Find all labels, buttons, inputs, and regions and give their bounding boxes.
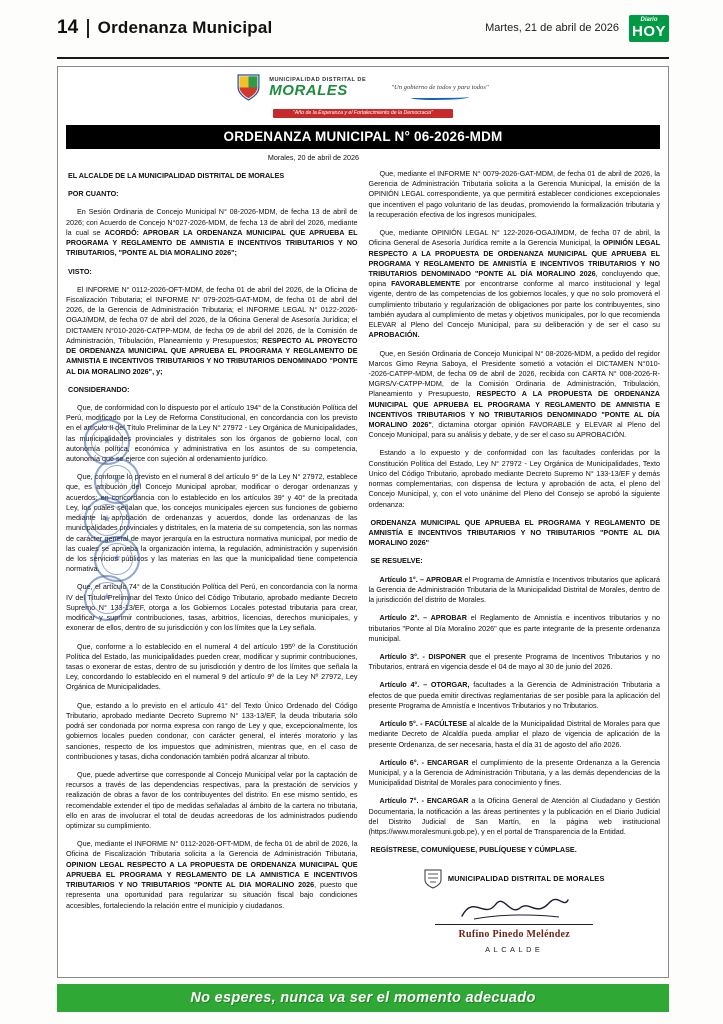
ordinance-title-bar: ORDENANZA MUNICIPAL N° 06-2026-MDM — [66, 125, 660, 149]
heading-considerando — [66, 385, 358, 395]
articulo-4 — [369, 680, 661, 711]
text-run: En Sesión Ordinaria de Concejo Municipal N° 08-2026-MDM, de fecha 13 de abril de 2026; con Acuerdo de Concejo N°027-2026-MDM, de fecha 13 de abril del 2026, mediante la cual se — [66, 207, 358, 237]
text-run: VISTO: — [68, 266, 92, 276]
signature-org-name: MUNICIPALIDAD DISTRITAL DE MORALES — [447, 874, 605, 884]
text-run: que el presente Programa de Incentivos Tributarios y no Tributarios, entrará en vigencia desde el 04 de mayo al 30 de junio del 2026. — [368, 651, 660, 672]
mayor-title: ALCALDE — [485, 944, 544, 954]
articulo-2 — [369, 613, 661, 644]
text-run: OPINION LEGAL RESPECTO A LA PROPUESTA DE ORDENANZA MUNICIPAL QUE APRUEBA EL PROGRAMA Y REGLAMENTO DE LA AMNISTICA E INCENTIVOS TRIBUTARIOS Y NO TRIBUTARIOS "PONTE AL DIA MORALINO 2026 — [66, 859, 358, 890]
heading-se-resuelve — [369, 556, 661, 566]
mayor-name: Rufino Pinedo Meléndez — [458, 929, 571, 941]
ordinance-approval-title — [369, 518, 661, 549]
text-run: SE RESUELVE: — [370, 556, 423, 566]
text-run: , dictamina otorgar opinión FAVORABLE y ELEVAR al Pleno del Concejo Municipal, para su análisis y debate, y de ser el caso su APROBACIÓN. — [368, 420, 660, 440]
articulo-6 — [369, 758, 661, 789]
org-name: MORALES — [269, 81, 348, 99]
text-run: , puesto que representa una oportunidad para regularizar su situación fiscal bajo condiciones accesibles, fortaleciendo la relación entre el municipio y ciudadanos. — [66, 880, 358, 910]
text-run: Artículo 6°. - ENCARGAR — [379, 757, 469, 767]
diario-hoy-logo — [629, 15, 669, 42]
text-run: Artículo 3°. - DISPONER — [379, 651, 466, 661]
signature-rule — [435, 924, 593, 925]
text-run: Artículo 2°. – APROBAR — [379, 613, 467, 623]
section-title: Ordenanza Municipal — [97, 18, 273, 38]
text-run: Artículo 5°. - FACÚLTESE — [379, 719, 468, 729]
text-run: POR CUANTO: — [68, 189, 119, 199]
official-year-band: "Año de la Esperanza y el Fortalecimiento de la Democracia" — [273, 109, 453, 118]
right-column — [369, 169, 661, 955]
para-considerando-3 — [66, 582, 358, 633]
hoy-label: HOY — [631, 22, 666, 40]
articulo-1 — [369, 575, 661, 606]
letterhead-org — [269, 77, 366, 99]
municipal-letterhead — [66, 74, 660, 119]
ordinance-document — [57, 66, 669, 978]
text-run: Que, mediante el INFORME N° 0079-2026-GAT-MDM, de fecha 01 de abril de 2026, la Gerencia de Administración Tributaria solicita a la Gerencia Municipal, la emisión de la OPINIÓN LEGAL correspondiente, ya que permitirá establecer condiciones excepcionales que incentiven el pago voluntario de las deudas, promoviendo la formalización tributaria y la recuperación efectiva de los ingresos municipales. — [368, 169, 660, 219]
handwritten-signature — [454, 892, 574, 924]
text-run: a la Oficina General de Atención al Ciudadano y Gestión Documentaria, la notificación a las áreas pertinentes y la publicación en el Diario Judicial del Distrito Judicial de San Martín, en la página web institucional (https://www.moralesmuni.gob.pe), y en el portal de Transparencia de la Entidad. — [368, 796, 661, 837]
text-run: Que, mediante OPINIÓN LEGAL N° 122-2026-OGAJ/MDM, de fecha 07 de abril, la Oficina General de Asesoría Jurídica remite a la Gerencia Municipal, la — [368, 228, 660, 248]
municipal-crest-icon — [237, 74, 260, 101]
para-vistos — [66, 285, 358, 377]
text-run: APROBACIÓN. — [368, 330, 420, 340]
text-run: el cumplimiento de la presente Ordenanza a la Gerencia Municipal, y a la Gerencia de Administración Tributaria, y a las demás dependencias de la Municipalidad Distrital de Morales para conocimiento y fines. — [368, 757, 661, 788]
text-run: facultades a la Gerencia de Administración Tributaria a efectos de que pueda emitir directivas reglamentarias de ser posible para la aplicación del presente Programa de Amnistía e Incentivos Tributarios y no Tributarios. — [368, 680, 660, 710]
para-dictamen — [369, 349, 661, 441]
ordinance-body — [66, 169, 660, 955]
footer-banner — [57, 984, 669, 1012]
page-header — [57, 15, 669, 42]
para-considerando-6 — [66, 770, 358, 831]
text-run: RESPECTO A LA PROPUESTA DE ORDENANZA MUNICIPAL QUE APRUEBA EL PROGRAMA Y REGLAMENTO DE AMNISTIA E INCENTIVOS TRIBUTARIOS Y NO TRIBUTARIOS DENOMINADO "PONTE AL DÍA MORALINO 2026" — [368, 389, 660, 430]
right-column-paragraphs — [369, 169, 661, 855]
text-run: Artículo 1°. – APROBAR — [379, 574, 463, 584]
para-considerando-1 — [66, 403, 358, 464]
left-column — [66, 169, 358, 955]
para-informe-gat — [369, 169, 661, 220]
text-run: Que, estando a lo previsto en el artículo 41° del Texto Único Ordenado del Código Tributario, aprobado mediante Decreto Supremo N° 133-13/EF, la deuda tributaria sólo podrá ser condonada por norma expresa con rango de Ley y que, excepcionalmente, los gobiernos locales pueden condonar, con carácter general, el interés moratorio y las sanciones, respecto de los impuestos que administren, mientras que, en el caso de contribuciones y tasas, dicha condonación también podrá alcanzar al tributo. — [66, 700, 358, 761]
text-run: Artículo 7°. - ENCARGAR — [379, 796, 469, 806]
para-registrese — [369, 845, 661, 855]
text-run: Que, el artículo 74° de la Constitución Política del Perú, en concordancia con la norma IV del Título Preliminar del Texto Único del Código Tributario, aprobado mediante Decreto Supremo N° 133-13/EF, otorga a los Gobiernos Locales potestad tributaria para crear, modificar y suprimir contribuciones, tasas, arbitrios, licencias, derechos municipales, y exonerar de ellos, dentro de su jurisdicción y con los límites que la Ley señala. — [66, 582, 358, 633]
footer-slogan: No esperes, nunca va ser el momento adecuado — [190, 990, 536, 1006]
text-run: CONSIDERANDO: — [68, 384, 130, 394]
text-run: Que, en Sesión Ordinaria de Concejo Municipal N° 08-2026-MDM, a pedido del regidor Marcos Gimo Reyna Saboya, el Presidente sometió a votación el DICTAMEN N°010--2026-CATPP-MDM, de fecha 09 de abril de 2026, recibida con CARTA N° 008-2026-R-MGRS/V-CATPP-MDM, de la Comisión Ordinaria de Administración, Tribulación, Planeamiento y Presupuesto, — [368, 348, 660, 399]
articulo-3 — [369, 652, 661, 672]
header-right — [485, 15, 669, 42]
letterhead-row — [66, 74, 660, 101]
org-prefix: MUNICIPALIDAD DISTRITAL DE — [269, 76, 367, 83]
text-run: Que, de conformidad con lo dispuesto por el artículo 194° de la Constitución Política del Perú, modificado por la Ley de Reforma Constitucional, en concordancia con los previsto en el artículo II del Título Preliminar de la Ley N° 27972 - Ley Orgánica de Municipalidades, las municipalidades provinciales y distritales son los órganos de gobierno local, con autonomía política, económica y administrativa en los asuntos de su competencia, autonomía que se ejerce con sujeción al ordenamiento jurídico. — [66, 402, 358, 464]
para-considerando-2 — [66, 472, 358, 574]
header-date: Martes, 21 de abril de 2026 — [485, 22, 619, 35]
page-number: 14 — [57, 17, 79, 39]
text-run: Que, conforme a lo establecido en el numeral 4 del artículo 195º de la Constitución Política del Estado, las municipalidades pueden crear, modificar y suprimir contribuciones, tasas o exonerar de estas, dentro de su jurisdicción y dentro de los límites que señala la Ley, concordando lo establecido en el numeral 9 del artículo 9º de la Ley Nº 27972, Ley Orgánica de Municipalidades. — [66, 641, 358, 692]
heading-por-cuanto — [66, 189, 358, 199]
text-run: RESPECTO AL PROYECTO DE ORDENANZA MUNICIPAL QUE APRUEBA EL PROGRAMA Y REGLAMENTO DE AMNISTIA E INCENTIVOS TRIBUTARIOS Y NO TRIBUTARIOS DENOMINADO "PONTE AL DIA MORALINO 2026", y; — [66, 335, 358, 376]
diario-label: Diario — [640, 17, 658, 23]
text-run: Estando a lo expuesto y de conformidad con las facultades conferidas por la Constitución Política del Estado, Ley N° 27972 - Ley Orgánica de Municipalidades, Texto Unico del Código Tributario, aprobado mediante Decreto Supremo N° 133-13/EF y demás normas complementarias, con dispensa de lectura y aprobación de acta, el pleno del Concejo Municipal, y, con el voto unánime del Pleno del Consejo se aprobó la siguiente ordenanza: — [368, 448, 660, 509]
text-run: Que, puede advertirse que corresponde al Concejo Municipal velar por la captación de recursos a través de las dependencias respectivas, para la prestación de servicios y realización de obras a favor de los contribuyentes del distrito. En ese mismo sentido, es recomendable extender el tipo de medidas señaladas al ámbito de la cartera no tributaria, ello en aras de involucrar el total de deudas acreedoras de los administrados pudiendo optimizar su cumplimiento. — [66, 769, 358, 831]
header-divider — [87, 19, 89, 38]
para-considerando-5 — [66, 701, 358, 762]
text-run: FAVORABLEMENTE — [391, 279, 461, 289]
text-run: , concluyendo que, opina — [368, 268, 660, 289]
text-run: el Programa de Amnistía e Incentivos tributarios que aplicará la Gerencia de Administración Tributaria de la Municipalidad Distrital de Morales, dentro de la jurisdicción del distrito de Morales. — [368, 574, 660, 605]
para-considerando-7 — [66, 839, 358, 911]
articulo-7 — [369, 796, 661, 837]
heading-visto — [66, 267, 358, 277]
para-estando — [369, 448, 661, 509]
text-run: ACORDÓ: APROBAR LA ORDENANZA MUNICIPAL QUE APRUEBA EL PROGRAMA Y REGLAMENTO DE AMNISTIA E INCENTIVOS TRIBUTARIOS Y NO TRIBUTARIOS, "PONTE AL DIA MORALINO 2026"; — [66, 227, 358, 258]
text-run: ORDENANZA MUNICIPAL QUE APRUEBA EL PROGRAMA Y REGLAMENTO DE AMNISTÍA E INCENTIVOS TRIBUTARIOS Y NO TRIBUTARIOS "PONTE AL DIA MORALINO 2026" — [368, 517, 660, 548]
articulo-5 — [369, 719, 661, 750]
ordinance-date: Morales, 20 de abril de 2026 — [267, 153, 359, 162]
masthead-rule — [57, 57, 669, 59]
text-run: REGÍSTRESE, COMUNÍQUESE, PUBLÍQUESE Y CÚMPLASE. — [370, 845, 577, 855]
slogan-text: "Un gobierno de todos y para todos" — [391, 83, 489, 91]
text-run: el Reglamento de Amnistía e incentivos tributarios y no tributarios "Ponte al Día Moralino 2026" que es parte integrante de la presente ordenanza municipal. — [368, 613, 660, 643]
heading-alcalde — [66, 171, 358, 181]
text-run: Que, mediante el INFORME N° 0112-2026-OFT-MDM, de fecha 01 de abril de 2026, la Oficina de Fiscalización Tributaria solicita a la Gerencia de Administración Tributaria, — [66, 839, 358, 859]
text-run: al alcalde de la Municipalidad Distrital de Morales para que mediante Decreto de Alcaldía pueda ampliar el plazo de vigencia de aplicación de la presente Ordenanza, de ser necesaria, hasta el día 31 de agosto del año 2026. — [368, 719, 660, 749]
signature-org-row — [369, 869, 661, 889]
text-run: Artículo 4°. – OTORGAR, — [379, 680, 470, 690]
para-opinion-legal — [369, 228, 661, 340]
para-considerando-4 — [66, 642, 358, 693]
text-run: EL ALCALDE DE LA MUNICIPALIDAD DISTRITAL DE MORALES — [68, 171, 285, 180]
para-acuerdo-concejo — [66, 207, 358, 258]
municipal-seal-icon — [424, 869, 442, 889]
text-run: El INFORME N° 0112-2026-OFT-MDM, de fecha 01 de abril del 2026, de la Oficina de Fiscalización Tributaria; el INFORME N° 079-2025-GAT-MDM, de fecha 01 de abril del 2026, de la Gerencia de Administración Tributaria; el INFORME LEGAL N° 0122-2026-OGAJ/MDM, de fecha 07 de abril del 2026, de la Oficina General de Asesoría Jurídica; el DICTAMEN N°010-2026-CATPP-MDM, de fecha 09 de abril del 2026, de la Comisión de Administración, Tribulación, Planeamiento y Presupuestos; — [66, 284, 358, 345]
letterhead-slogan — [391, 76, 488, 100]
text-run: Que, conforme lo previsto en el numeral 8 del artículo 9° de la Ley N° 27972, establece que, es atribución del Concejo Municipal aprobar, modificar o derogar ordenanzas y acuerdos; en concordancia con lo establecido en los artículos 39° y 40° de la precitada Ley, los cuales señalan que, los concejos municipales ejercen sus funciones de gobierno mediante la aprobación de ordenanzas y acuerdos, donde las ordenanzas de las municipalidades provinciales y distritales, en la materia de su competencia, son las normas de carácter general de mayor jerarquía en la estructura normativa municipal, por medio de las cuales se aprueba la organización interna, la regulación, administración y supervisión de los servicios públicos y las materias en las que la municipalidad tiene competencia normativa. — [66, 472, 358, 574]
text-run: OPINIÓN LEGAL RESPECTO A LA PROPUESTA DE ORDENANZA MUNICIPAL QUE APRUEBA EL PROGRAMA Y REGLAMENTO DE AMNISTÍA E INCENTIVOS TRIBUTARIOS Y NO TRIBUTARIOS DENOMINADO "PONTE AL DÍA MORALINO 2026 — [368, 238, 660, 278]
signature-block — [369, 869, 661, 955]
header-left — [57, 17, 272, 39]
slogan-swoosh-icon — [411, 95, 469, 100]
text-run: por encontrarse conforme al marco institucional y legal vigente, dentro de las competencias de los gobiernos locales, y que no solo promoverá el cumplimiento tributario y regularización de obligaciones por parte los contribuyentes, sino también ayudara al cumplimiento de metas y objetivos municipales, por lo que recomienda ELEVAR al Pleno del Concejo Municipal, para su deliberación y de ser el caso su — [368, 279, 660, 330]
